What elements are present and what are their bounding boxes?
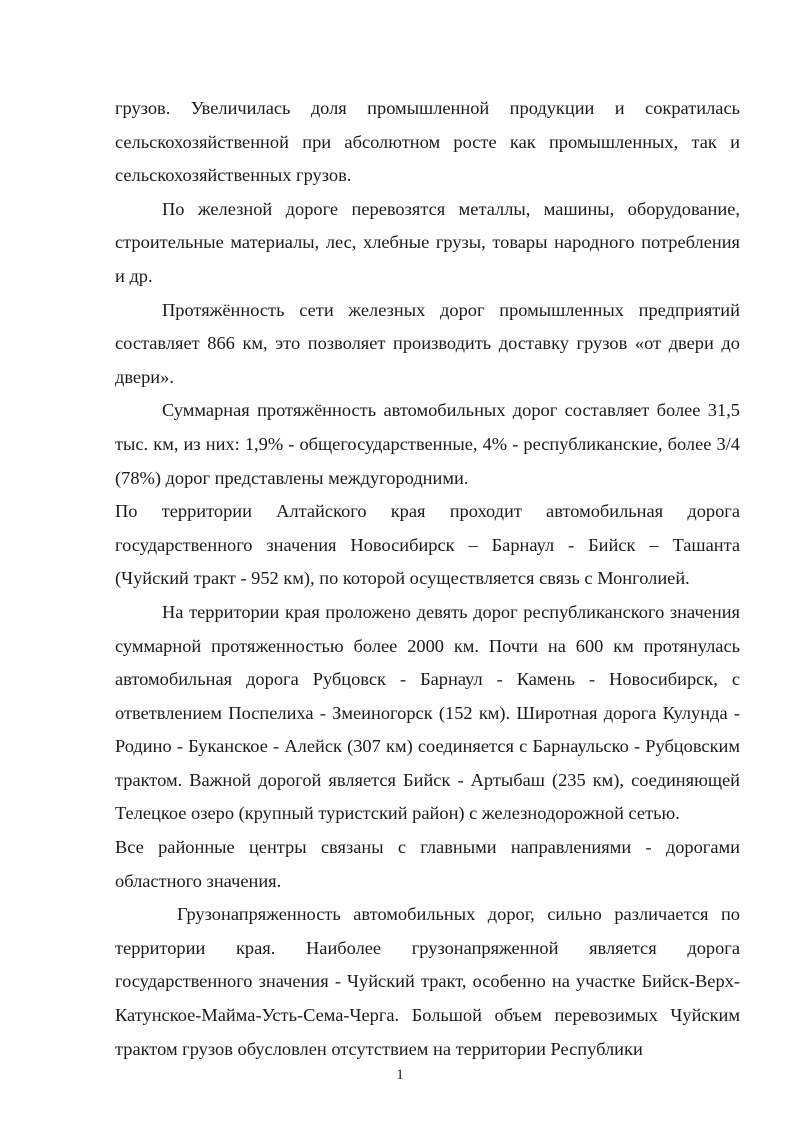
- paragraph-freight-intensity: Грузонапряженность автомобильных дорог, сильно различается по территории края. Наиболее грузонапряженной является дорога государственного значения - Чуйский тракт, особенно на участке Бийск-Верх-Катунское-Майма-Усть-Сема-Черга. Большой объем перевозимых Чуйским трактом грузов обусловлен отсутствием на территории Республики: [115, 904, 740, 1059]
- paragraph-district-centers: Все районные центры связаны с главными направлениями - дорогами областного значения.: [115, 837, 740, 891]
- page-number: 1: [396, 1067, 404, 1083]
- paragraph-republican-roads: На территории края проложено девять дорог республиканского значения суммарной протяженностью более 2000 км. Почти на 600 км протянулась автомобильная дорога Рубцовск - Барнаул - Камень - Новосибирск, с ответвлением Поспелиха - Змеиногорск (152 км). Широтная дорога Кулунда - Родино - Буканское - Алейск (307 км) соединяется с Барнаульско - Рубцовским трактом. Важной дорогой является Бийск - Артыбаш (235 км), соединяющей Телецкое озеро (крупный туристский район) с железнодорожной сетью.: [115, 601, 740, 824]
- paragraph-chuysky-tract: По территории Алтайского края проходит автомобильная дорога государственного значения Новосибирск – Барнаул - Бийск – Ташанта (Чуйский тракт - 952 км), по которой осуществляется связь с Монголией.: [115, 501, 740, 589]
- paragraph-road-length: Суммарная протяжённость автомобильных дорог составляет более 31,5 тыс. км, из них: 1,9% - общегосударственные, 4% - республиканские, более 3/4 (78%) дорог представлены междугородними.: [115, 400, 740, 488]
- paragraph-freight-structure: грузов. Увеличилась доля промышленной продукции и сократилась сельскохозяйственной при абсолютном росте как промышленных, так и сельскохозяйственных грузов.: [115, 98, 740, 186]
- paragraph-industrial-railways: Протяжённость сети железных дорог промышленных предприятий составляет 866 км, это позволяет производить доставку грузов «от двери до двери».: [115, 299, 740, 387]
- body-text: [115, 92, 740, 1066]
- paragraph-railway-cargo: По железной дороге перевозятся металлы, машины, оборудование, строительные материалы, лес, хлебные грузы, товары народного потребления и др.: [115, 198, 740, 286]
